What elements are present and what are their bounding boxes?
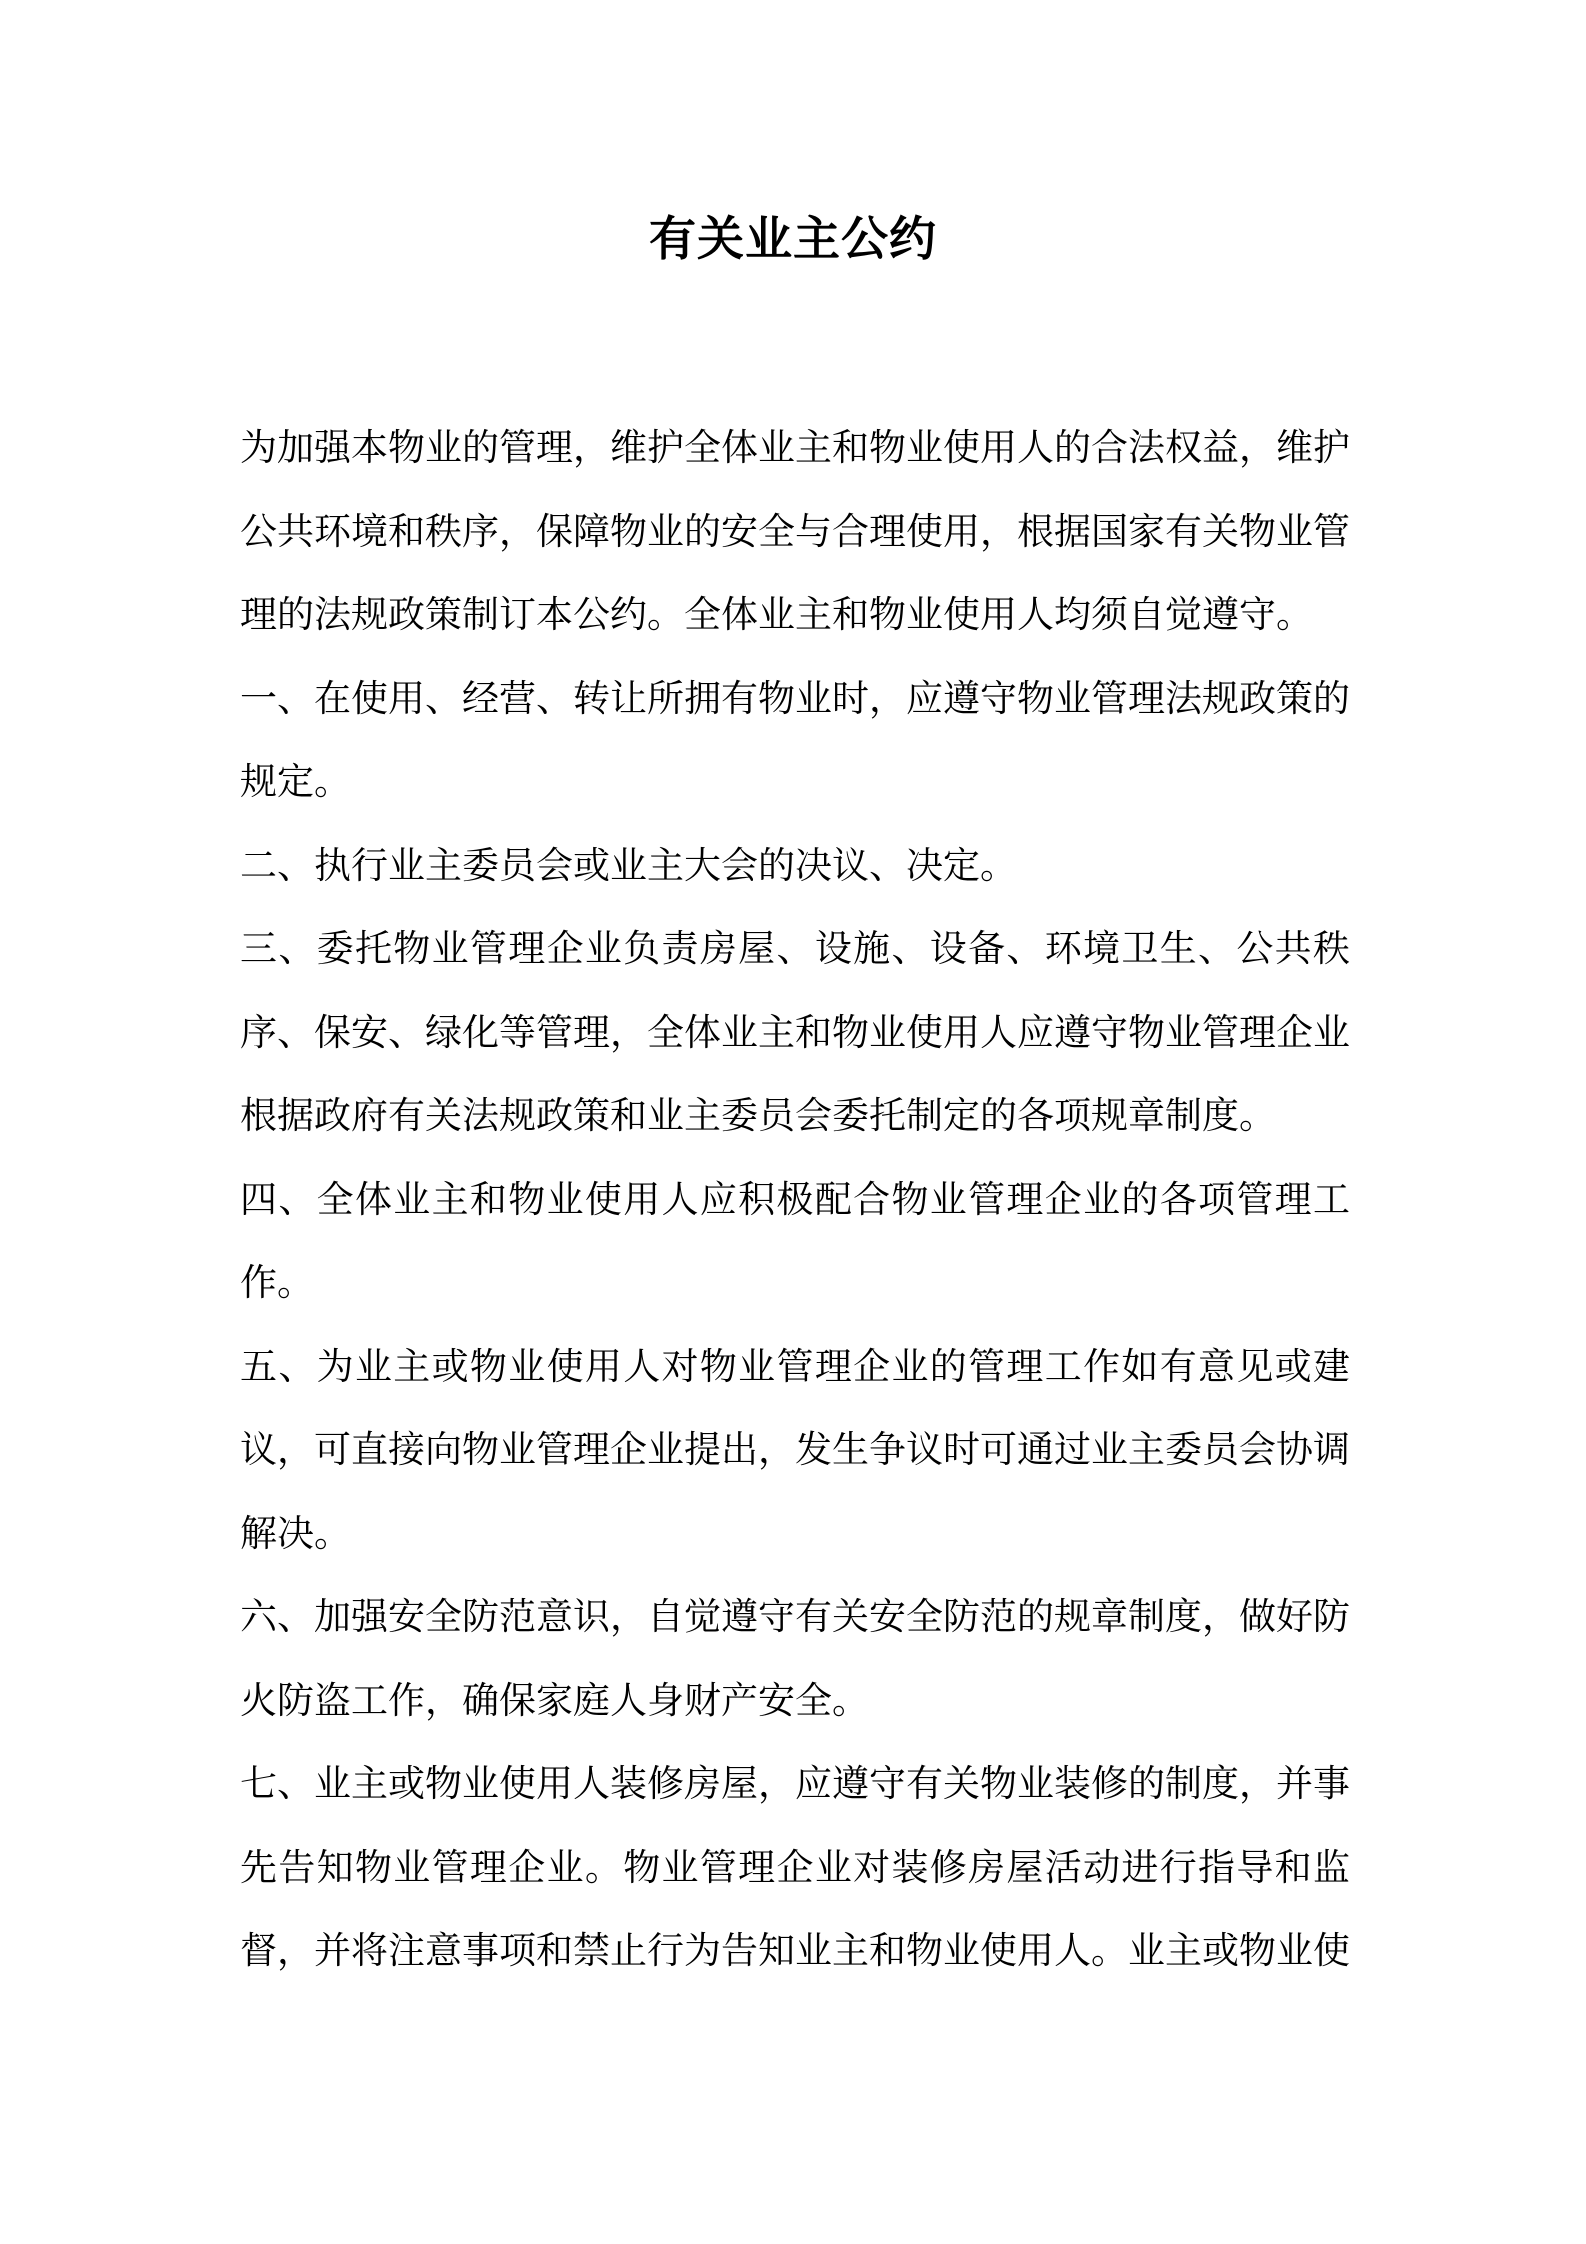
paragraph-clause-2: 二、执行业主委员会或业主大会的决议、决定。 bbox=[240, 843, 1017, 887]
paragraph-preamble: 为加强本物业的管理，维护全体业主和物业使用人的合法权益，维护公共环境和秩序，保障物业的安全与合理使用，根据国家有关物业管理的法规政策制订本公约。全体业主和物业使用人均须自觉遵守。 bbox=[240, 426, 1350, 636]
document-body bbox=[240, 406, 1350, 1993]
paragraph-clause-6: 六、加强安全防范意识，自觉遵守有关安全防范的规章制度，做好防火防盗工作，确保家庭人身财产安全。 bbox=[240, 1595, 1350, 1722]
document-title: 有关业主公约 bbox=[649, 212, 937, 267]
paragraph-clause-1: 一、在使用、经营、转让所拥有物业时，应遵守物业管理法规政策的规定。 bbox=[240, 676, 1350, 803]
paragraph-clause-4: 四、全体业主和物业使用人应积极配合物业管理企业的各项管理工作。 bbox=[240, 1177, 1350, 1304]
paragraph-clause-5: 五、为业主或物业使用人对物业管理企业的管理工作如有意见或建议，可直接向物业管理企业提出，发生争议时可通过业主委员会协调解决。 bbox=[240, 1344, 1350, 1555]
paragraph-clause-3: 三、委托物业管理企业负责房屋、设施、设备、环境卫生、公共秩序、保安、绿化等管理，全体业主和物业使用人应遵守物业管理企业根据政府有关法规政策和业主委员会委托制定的各项规章制度。 bbox=[240, 927, 1350, 1137]
paragraph-clause-7: 七、业主或物业使用人装修房屋，应遵守有关物业装修的制度，并事先告知物业管理企业。物业管理企业对装修房屋活动进行指导和监督，并将注意事项和禁止行为告知业主和物业使用人。业主或物业使 bbox=[240, 1762, 1350, 1972]
